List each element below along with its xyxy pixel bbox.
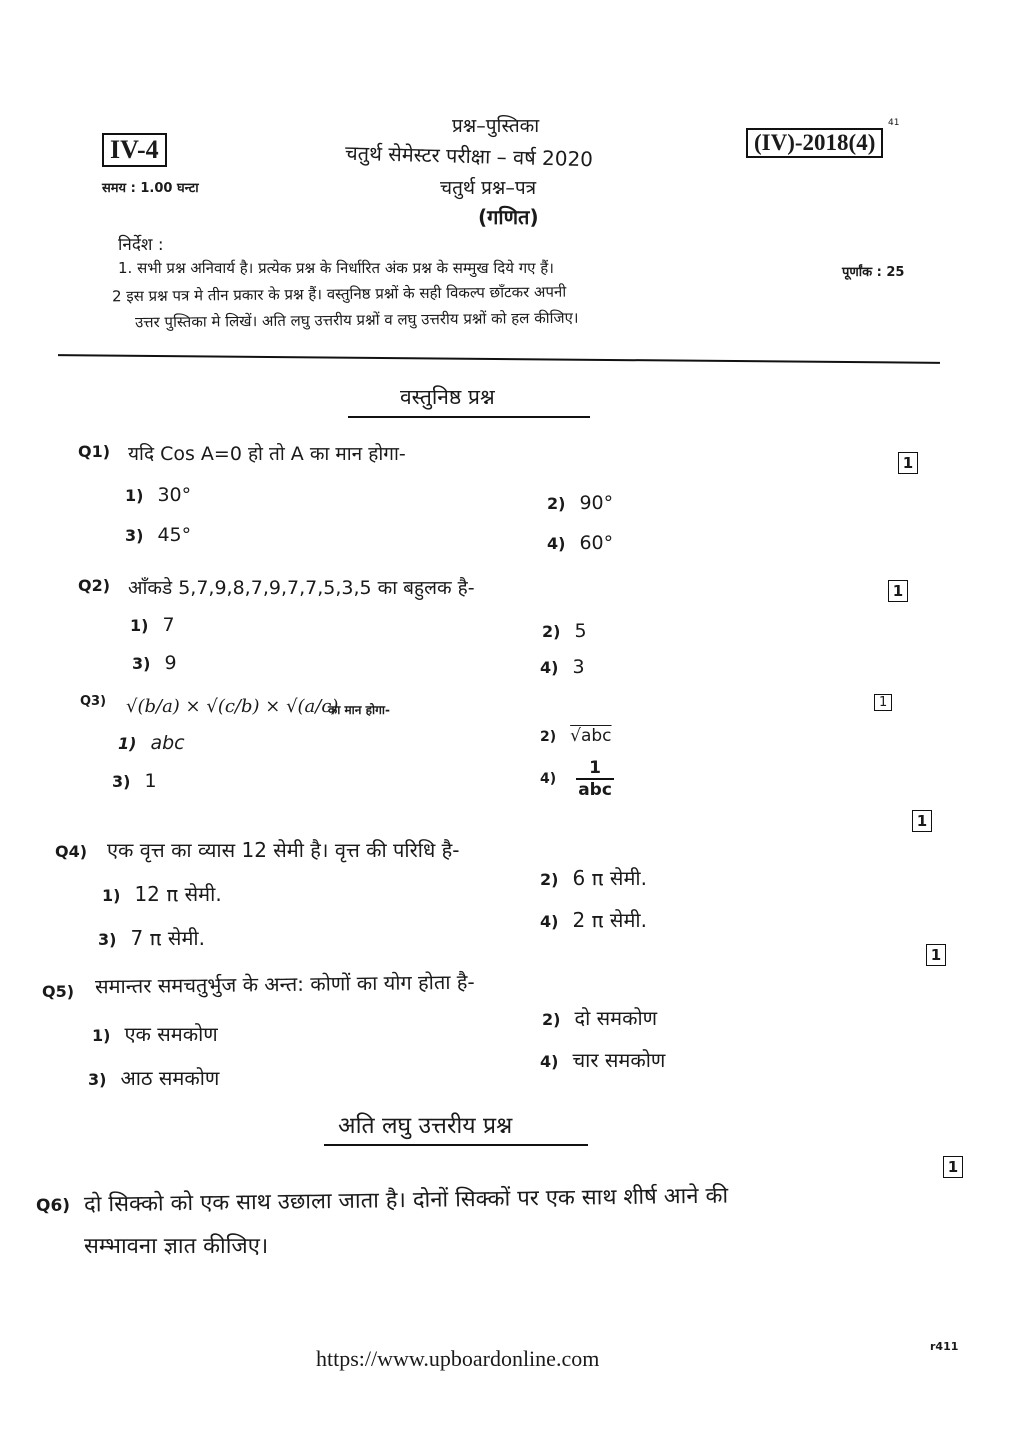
section-objective-title: वस्तुनिष्ठ प्रश्न xyxy=(400,385,495,409)
instruction-line-2: 2 इस प्रश्न पत्र मे तीन प्रकार के प्रश्न हैं। वस्तुनिष्ठ प्रश्नों के सही विकल्प छाँटकर अपनी xyxy=(111,282,567,306)
q4-option-2: 2) 6 π सेमी. xyxy=(540,866,647,890)
paper-code-right: (IV)-2018(4) xyxy=(746,128,883,158)
q2-mark: 1 xyxy=(888,580,908,602)
q6-number: Q6) xyxy=(36,1196,71,1216)
q3-option-4: 4) 1 abc xyxy=(540,758,612,800)
q5-text: समान्तर समचतुर्भुज के अन्त: कोणों का योग होता है- xyxy=(94,969,475,999)
q1-number: Q1) xyxy=(78,442,111,461)
q3-mark: 1 xyxy=(874,694,892,711)
q3-text: का मान होगा- xyxy=(328,703,390,717)
q2-text: आँकडे 5,7,9,8,7,9,7,7,5,3,5 का बहुलक है- xyxy=(128,577,475,599)
q4-text: एक वृत्त का व्यास 12 सेमी है। वृत्त की परिधि है- xyxy=(107,838,460,862)
section-underline-2 xyxy=(324,1144,588,1146)
divider xyxy=(58,354,940,364)
q1-text: यदि Cos A=0 हो तो A का मान होगा- xyxy=(128,443,406,465)
q6-mark: 1 xyxy=(943,1156,963,1178)
q1-mark: 1 xyxy=(898,452,918,474)
q3-option-3: 3) 1 xyxy=(112,770,157,792)
section-very-short-title: अति लघु उत्तरीय प्रश्न xyxy=(338,1113,513,1139)
time-duration: समय : 1.00 घन्टा xyxy=(102,181,199,196)
section-underline xyxy=(348,416,590,418)
q5-mark: 1 xyxy=(926,944,946,966)
q3-option-2: 2) √abc xyxy=(540,726,612,746)
q4-number: Q4) xyxy=(55,842,88,861)
instruction-line-3: उत्तर पुस्तिका मे लिखें। अति लघु उत्तरीय प्रश्नों व लघु उत्तरीय प्रश्नों को हल कीजिए। xyxy=(134,308,579,332)
q5-option-3: 3) आठ समकोण xyxy=(88,1066,220,1090)
q3-expression: √(b/a) × √(c/b) × √(a/c) xyxy=(126,696,339,717)
q2-option-2: 2) 5 xyxy=(542,620,587,642)
full-marks: पूर्णांक : 25 xyxy=(842,265,905,280)
paper-title: चतुर्थ प्रश्न–पत्र xyxy=(440,177,537,199)
q1-option-2: 2) 90° xyxy=(547,492,614,514)
website-url[interactable]: https://www.upboardonline.com xyxy=(316,1346,600,1371)
q5-number: Q5) xyxy=(42,982,75,1001)
q5-option-2: 2) दो समकोण xyxy=(542,1006,658,1030)
q4-mark: 1 xyxy=(912,810,932,832)
corner-note: 41 xyxy=(888,118,900,128)
q5-option-4: 4) चार समकोण xyxy=(540,1048,666,1072)
paper-code-left: IV-4 xyxy=(102,133,167,167)
q3-option-1: 1) abc xyxy=(118,732,185,754)
page-code: r411 xyxy=(930,1340,959,1353)
q1-option-1: 1) 30° xyxy=(125,484,192,506)
booklet-title: प्रश्न–पुस्तिका xyxy=(452,115,540,137)
q3-o4-denominator: abc xyxy=(578,780,612,800)
exam-title: चतुर्थ सेमेस्टर परीक्षा – वर्ष 2020 xyxy=(344,140,594,172)
q4-option-3: 3) 7 π सेमी. xyxy=(98,926,205,950)
q2-number: Q2) xyxy=(78,576,111,595)
q3-o4-numerator: 1 xyxy=(576,758,614,780)
q2-option-4: 4) 3 xyxy=(540,656,585,678)
q2-option-1: 1) 7 xyxy=(130,614,175,636)
subject-title: (गणित) xyxy=(478,205,539,229)
q4-option-4: 4) 2 π सेमी. xyxy=(540,908,647,932)
q6-text-line-2: सम्भावना ज्ञात कीजिए। xyxy=(84,1234,269,1259)
q2-option-3: 3) 9 xyxy=(132,652,177,674)
q4-option-1: 1) 12 π सेमी. xyxy=(102,882,222,906)
q1-option-4: 4) 60° xyxy=(547,532,614,554)
q5-option-1: 1) एक समकोण xyxy=(92,1022,218,1046)
q6-text-line-1: दो सिक्को को एक साथ उछाला जाता है। दोनों सिक्कों पर एक साथ शीर्ष आने की xyxy=(83,1183,729,1218)
q3-number: Q3) xyxy=(80,694,107,709)
q1-option-3: 3) 45° xyxy=(125,524,192,546)
instruction-line-1: 1. सभी प्रश्न अनिवार्य है। प्रत्येक प्रश्न के निर्धारित अंक प्रश्न के सम्मुख दिये गए हैं। xyxy=(118,259,554,277)
instructions-label: निर्देश : xyxy=(118,235,164,255)
